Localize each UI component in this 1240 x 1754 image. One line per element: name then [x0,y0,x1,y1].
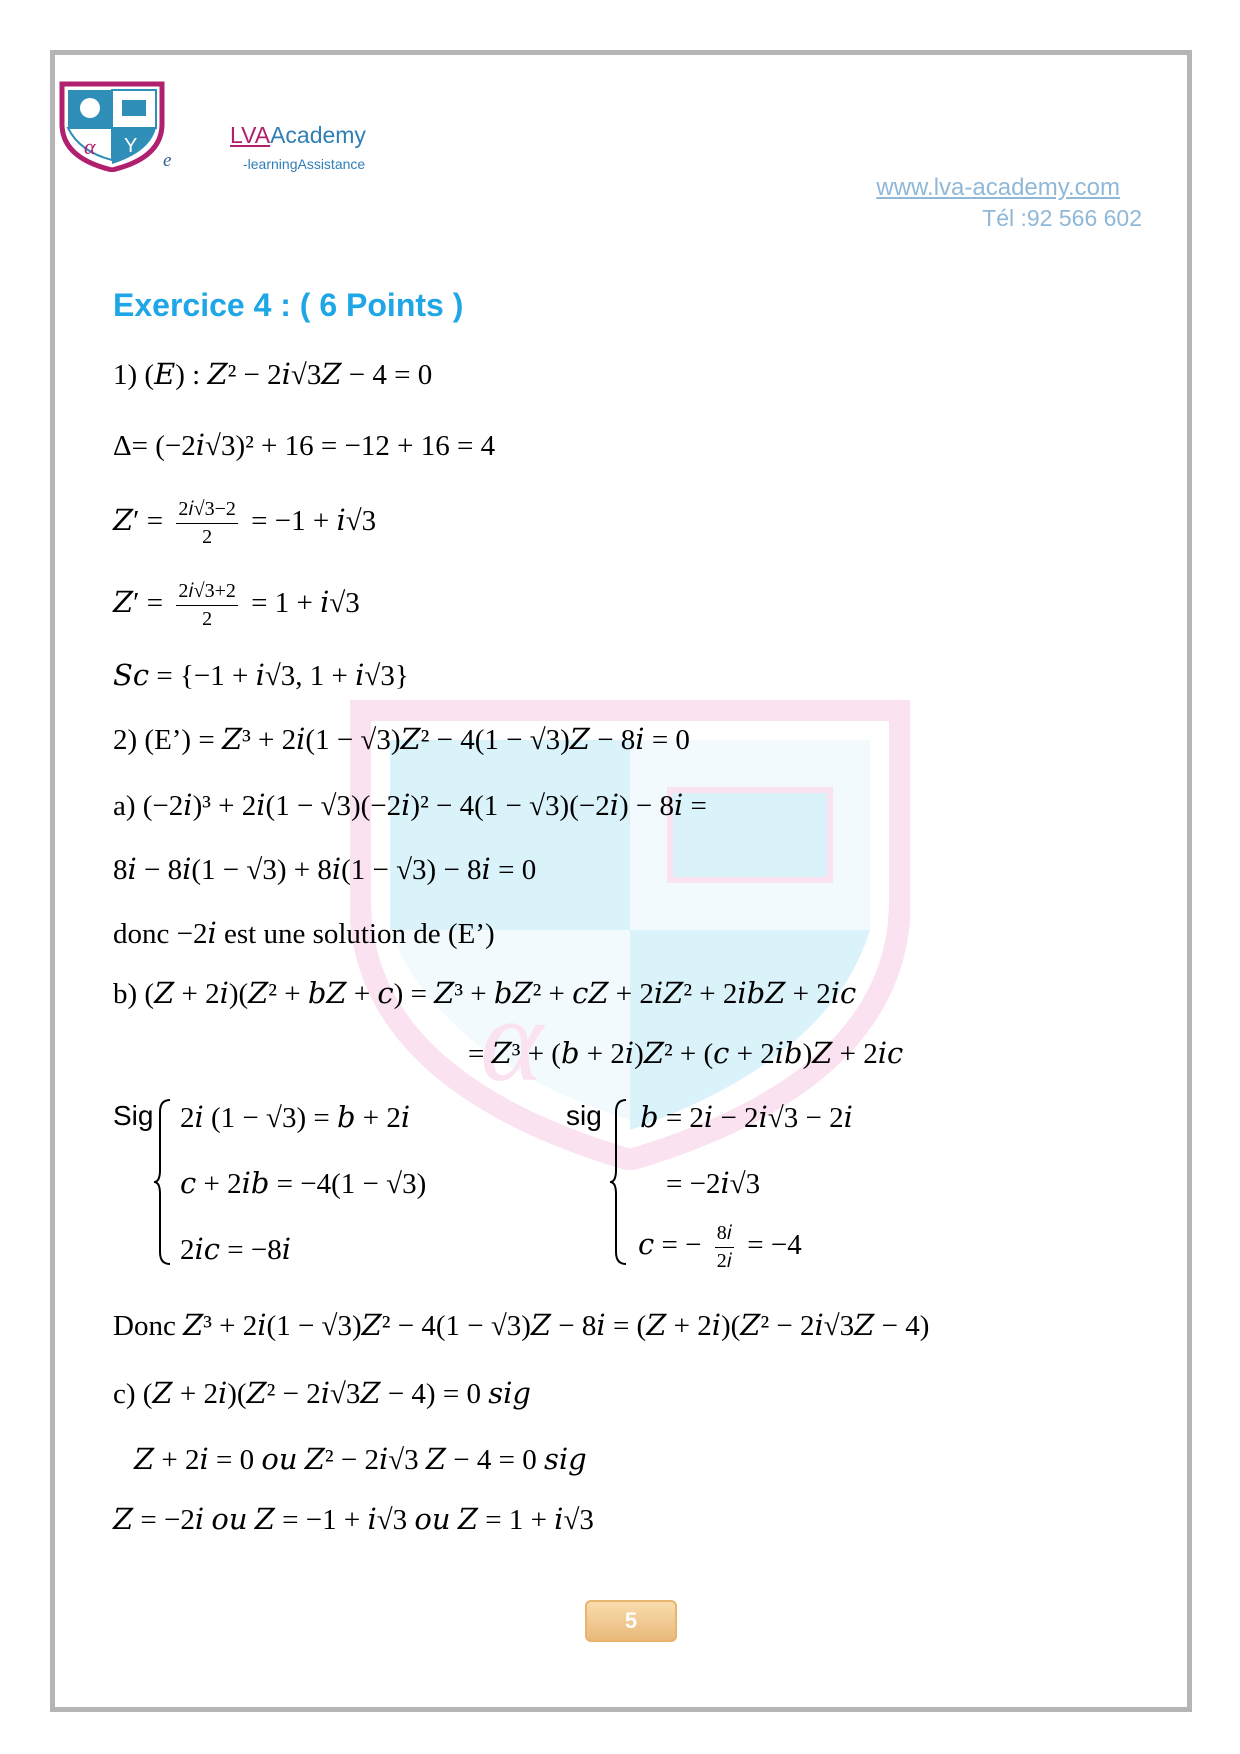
equation-line-4 [113,580,360,631]
exercise-title: Exercice 4 : ( 6 Points ) [113,287,464,323]
equation-line-1: 1) (𝐸) : 𝑍² − 2𝑖√3𝑍 − 4 = 0 [113,359,433,391]
svg-text:Y: Y [124,135,138,157]
sig-right-eq3 [638,1222,802,1273]
brand-tagline: -learningAssistance [243,156,366,172]
brand-name [230,122,366,149]
logo-e-letter: e [163,150,172,171]
equation-line-12: Donc 𝑍³ + 2𝑖(1 − √3)𝑍² − 4(1 − √3)𝑍 − 8𝑖 = (𝑍 + 2𝑖)(𝑍² − 2𝑖√3𝑍 − 4) [113,1310,930,1342]
sig-left-eq3: 2𝑖𝑐 = −8𝑖 [180,1234,292,1266]
brand-academy: Academy [270,122,366,148]
left-brace-icon [152,1098,174,1266]
root1-rhs: = −1 + 𝑖√3 [251,505,377,538]
c-numerator: 8𝑖 [715,1222,734,1248]
sig-right-eq1: 𝑏 = 2𝑖 − 2𝑖√3 − 2𝑖 [640,1102,853,1134]
root2-fraction [176,580,238,631]
page-number-badge: 5 [585,1600,677,1642]
c-rhs: = −4 [747,1229,802,1262]
equation-line-2: Δ= (−2𝑖√3)² + 16 = −12 + 16 = 4 [113,430,496,462]
root2-denominator: 2 [202,608,213,630]
root1-lhs: 𝑍′ = [113,505,164,538]
right-brace-icon [608,1098,630,1266]
sig-left-label: Sig [113,1100,154,1131]
sig-left-eq1: 2𝑖 (1 − √3) = 𝑏 + 2𝑖 [180,1102,411,1134]
root1-fraction [176,498,238,549]
c-fraction [715,1222,734,1273]
c-denominator: 2𝑖 [716,1250,732,1272]
lva-academy-logo [58,80,166,172]
phone-number: Tél :92 566 602 [982,205,1142,231]
equation-line-13: c) (𝑍 + 2𝑖)(𝑍² − 2𝑖√3𝑍 − 4) = 0 𝑠𝑖𝑔 [113,1378,531,1410]
equation-line-8: 8𝑖 − 8𝑖(1 − √3) + 8𝑖(1 − √3) − 8𝑖 = 0 [113,854,537,886]
equation-line-14: 𝑍 + 2𝑖 = 0 𝑜𝑢 𝑍² − 2𝑖√3 𝑍 − 4 = 0 𝑠𝑖𝑔 [134,1444,587,1476]
equation-line-9: donc −2𝑖 est une solution de (E’) [113,918,495,950]
sig-right-label: sig [566,1100,602,1131]
root2-numerator: 2𝑖√3+2 [176,580,238,606]
c-lhs: 𝑐 = − [638,1229,702,1262]
sig-right-eq2: = −2𝑖√3 [666,1168,761,1200]
svg-text:α: α [480,973,543,1106]
root1-numerator: 2𝑖√3−2 [176,498,238,524]
root1-denominator: 2 [202,526,213,548]
svg-text:α: α [84,134,96,159]
equation-line-11: = 𝑍³ + (𝑏 + 2𝑖)𝑍² + (𝑐 + 2𝑖𝑏)𝑍 + 2𝑖𝑐 [468,1038,904,1070]
equation-line-5: 𝑆𝑐 = {−1 + 𝑖√3, 1 + 𝑖√3} [113,660,409,692]
equation-line-7: a) (−2𝑖)³ + 2𝑖(1 − √3)(−2𝑖)² − 4(1 − √3)(−2𝑖) − 8𝑖 = [113,790,707,822]
sig-left-eq2: 𝑐 + 2𝑖𝑏 = −4(1 − √3) [180,1168,427,1200]
root2-rhs: = 1 + 𝑖√3 [251,587,360,620]
equation-line-15: 𝑍 = −2𝑖 𝑜𝑢 𝑍 = −1 + 𝑖√3 𝑜𝑢 𝑍 = 1 + 𝑖√3 [113,1504,594,1536]
equation-line-6: 2) (E’) = 𝑍³ + 2𝑖(1 − √3)𝑍² − 4(1 − √3)𝑍 − 8𝑖 = 0 [113,724,690,756]
brand-lva: LVA [230,122,271,148]
website-link[interactable]: www.lva-academy.com [876,174,1120,201]
equation-line-10: b) (𝑍 + 2𝑖)(𝑍² + 𝑏𝑍 + 𝑐) = 𝑍³ + 𝑏𝑍² + 𝑐𝑍 + 2𝑖𝑍² + 2𝑖𝑏𝑍 + 2𝑖𝑐 [113,978,857,1010]
root2-lhs: 𝑍′ = [113,587,164,620]
equation-line-3 [113,498,376,549]
